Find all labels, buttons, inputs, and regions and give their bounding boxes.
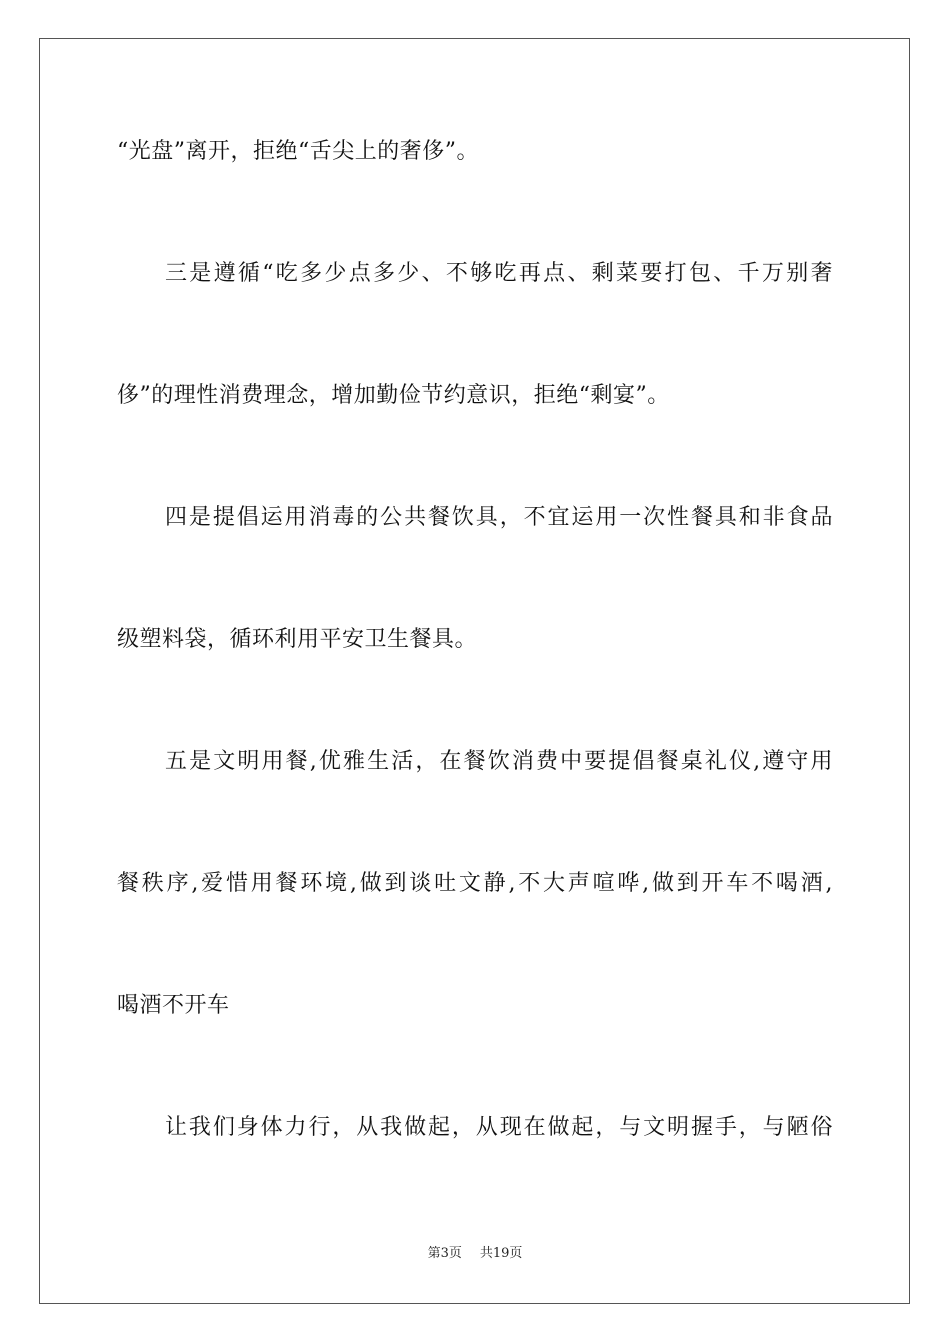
- text-line-4: 四是提倡运用消毒的公共餐饮具，不宜运用一次性餐具和非食品: [165, 505, 833, 530]
- page-total: 共19页: [479, 1246, 523, 1261]
- text-line-1: “光盘”离开，拒绝“舌尖上的奢侈”。: [117, 139, 479, 164]
- text-line-7: 餐秩序,爱惜用餐环境,做到谈吐文静,不大声喧哗,做到开车不喝酒,: [117, 871, 833, 896]
- text-line-6: 五是文明用餐,优雅生活，在餐饮消费中要提倡餐桌礼仪,遵守用: [165, 749, 833, 774]
- text-line-3: 侈”的理性消费理念，增加勤俭节约意识，拒绝“剩宴”。: [117, 383, 670, 408]
- text-line-9: 让我们身体力行，从我做起，从现在做起，与文明握手，与陋俗: [165, 1115, 833, 1140]
- page-number: 第3页: [427, 1246, 462, 1261]
- text-line-2: 三是遵循“吃多少点多少、不够吃再点、剩菜要打包、千万别奢: [165, 261, 833, 286]
- text-line-8: 喝酒不开车: [117, 993, 230, 1018]
- page-footer: [0, 1245, 950, 1263]
- text-line-5: 级塑料袋，循环利用平安卫生餐具。: [117, 627, 478, 652]
